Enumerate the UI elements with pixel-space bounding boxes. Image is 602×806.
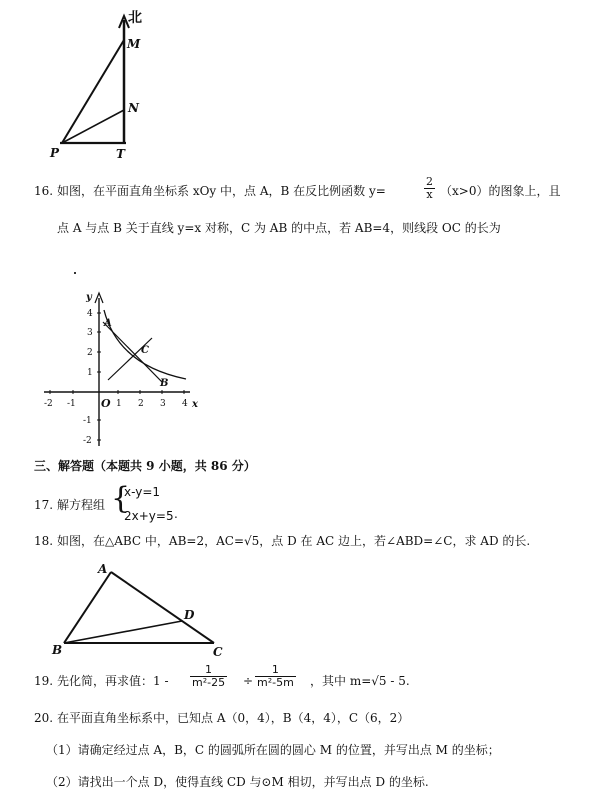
fig2-label-C: C [141,345,149,356]
fig2-y-tick-label: 4 [87,309,93,319]
q19-f2-numerator: 1 [255,664,296,677]
q19-number: 19. [34,674,54,688]
q17-number: 17. [34,498,54,512]
fig2-label-A: A [104,318,112,329]
q16-line1-part1: 如图，在平面直角坐标系 xOy 中，点 A，B 在反比例函数 y= [57,184,386,198]
fig1-label-north: 北 [128,10,142,26]
fig3-label-A: A [98,562,108,576]
q19-f1-numerator: 1 [190,664,227,677]
q17-brace: { [111,481,131,516]
q17-end: . [174,507,178,521]
q20-number: 20. [34,711,54,725]
q20-part-2: （2）请找出一个点 D，使得直线 CD 与⊙M 相切，并写出点 D 的坐标. [46,775,429,789]
q19-suffix: ，其中 m=√5 - 5. [310,674,410,688]
fig2-x-tick-label: -2 [44,399,53,409]
fig2-label-B: B [160,378,169,389]
q19-fraction-2 [255,664,296,689]
segment-AC [111,572,214,643]
q16-line2: 点 A 与点 B 关于直线 y=x 对称，C 为 AB 的中点，若 AB=4，则线段 OC 的长为 [57,221,501,235]
fig2-y-tick-label: -1 [83,416,92,426]
q19-divide: ÷ [243,674,254,688]
fig2-label-y: y [86,292,92,303]
q17-text: 解方程组 [57,498,106,512]
fig2-x-tick-label: 1 [116,399,122,409]
q18-text: 如图，在△ABC 中，AB=2，AC=√5，点 D 在 AC 边上，若∠ABD=∠C，求 AD 的长. [57,534,531,548]
q20-part-1: （1）请确定经过点 A，B，C 的圆弧所在圆的圆心 M 的位置，并写出点 M 的坐标； [46,743,500,757]
q18-number: 18. [34,534,54,548]
fig3-label-D: D [184,608,195,622]
q19-f1-denominator: m²-25 [192,676,226,689]
q17-equation-2: 2x+y=5 [124,509,174,523]
fig2-y-tick-label: -2 [83,436,92,446]
q16-line1-part2: （x>0）的图象上，且 [440,184,561,198]
fig1-label-N: N [128,101,139,115]
segment-BD [64,621,182,643]
fig2-y-tick-label: 3 [87,328,93,338]
fig3-label-B: B [52,643,63,657]
q20-text: 在平面直角坐标系中，已知点 A（0，4），B（4，4），C（6，2） [57,711,410,725]
q19-f2-denominator: m²-5m [257,676,294,689]
fig2-label-x: x [192,399,198,410]
fig2-y-tick-label: 1 [87,368,93,378]
fig2-x-tick-label: 2 [138,399,144,409]
fig2-x-tick-label: 4 [182,399,188,409]
fig1-label-P: P [50,146,60,160]
segment-AB [64,572,111,643]
fig2-y-tick-label: 2 [87,348,93,358]
section-3-title: 三、解答题（本题共 9 小题，共 86 分） [34,459,256,473]
q16-number: 16. [34,184,54,198]
fig1-label-T: T [116,147,125,161]
q16-frac-numerator: 2 [426,175,433,188]
fig3-label-C: C [213,645,223,659]
fig2-x-tick-label: 3 [160,399,166,409]
q16-frac-denominator: x [426,188,433,201]
fig1-label-M: M [127,37,141,51]
q17-equation-1: x-y=1 [124,485,161,499]
fig2-label-O: O [101,397,111,410]
fig2-x-tick-label: -1 [67,399,76,409]
q19-prefix: 先化简，再求值：1 - [57,674,169,688]
q19-fraction-1 [190,664,227,689]
